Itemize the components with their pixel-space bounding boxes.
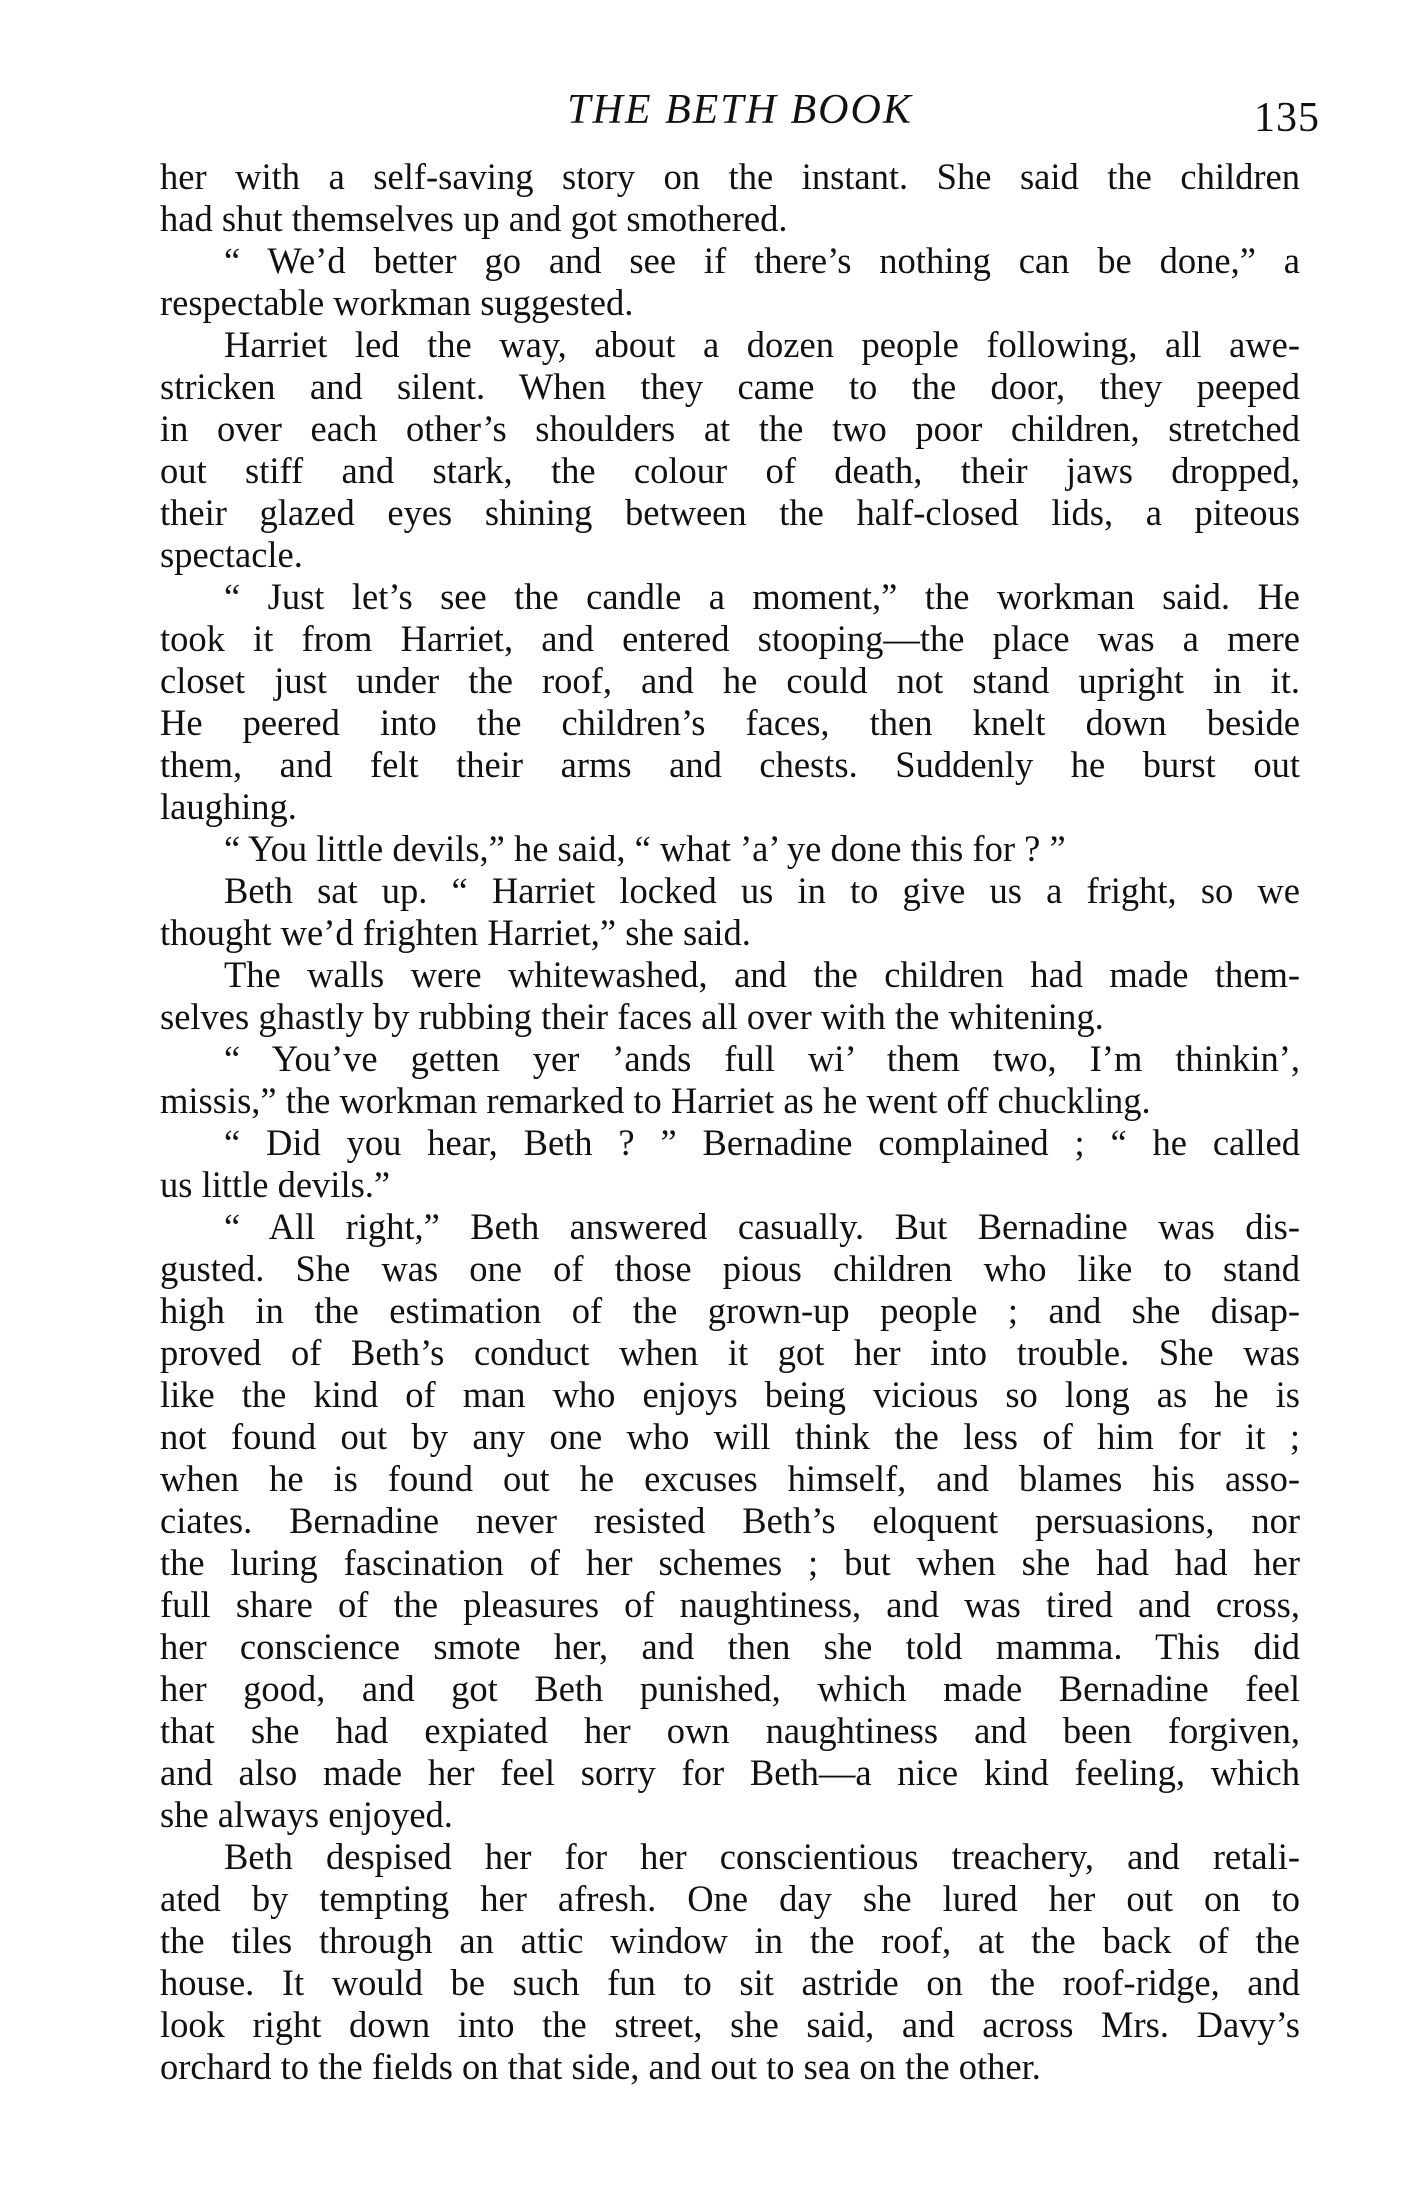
text-line: had shut themselves up and got smothered. [160,198,788,239]
text-line: spectacle. [160,534,303,575]
text-line: orchard to the fields on that side, and out to sea on the other. [160,2046,1041,2087]
text-line: them, and felt their arms and chests. Suddenly he burst out [160,744,1300,785]
text-line: their glazed eyes shining between the half-closed lids, a piteous [160,492,1300,533]
text-line: proved of Beth’s conduct when it got her into trouble. She was [160,1332,1300,1373]
text-line: high in the estimation of the grown-up people ; and she disap- [160,1290,1300,1331]
text-line: He peered into the children’s faces, then knelt down beside [160,702,1300,743]
text-line: ated by tempting her afresh. One day she lured her out on to [160,1878,1300,1919]
text-line: out stiff and stark, the colour of death, their jaws dropped, [160,450,1300,491]
text-line: selves ghastly by rubbing their faces all over with the whitening. [160,996,1104,1037]
text-line: closet just under the roof, and he could not stand upright in it. [160,660,1300,701]
text-line: and also made her feel sorry for Beth—a nice kind feeling, which [160,1752,1300,1793]
text-line: when he is found out he excuses himself, and blames his asso- [160,1458,1300,1499]
text-line: like the kind of man who enjoys being vicious so long as he is [160,1374,1300,1415]
text-line: “ All right,” Beth answered casually. But Bernadine was dis- [224,1206,1300,1247]
text-line: she always enjoyed. [160,1794,453,1835]
text-line: “ You little devils,” he said, “ what ’a’ ye done this for ? ” [224,828,1066,869]
text-line: the luring fascination of her schemes ; but when she had had her [160,1542,1300,1583]
text-line: that she had expiated her own naughtiness and been forgiven, [160,1710,1300,1751]
text-line: Beth despised her for her conscientious treachery, and retali- [224,1836,1300,1877]
text-line: Harriet led the way, about a dozen people following, all awe- [224,324,1300,365]
text-line: thought we’d frighten Harriet,” she said. [160,912,751,953]
text-line: her with a self-saving story on the instant. She said the children [160,156,1300,197]
page-number: 135 [1254,95,1320,141]
text-line: laughing. [160,786,297,827]
text-line: full share of the pleasures of naughtiness, and was tired and cross, [160,1584,1300,1625]
text-line: gusted. She was one of those pious children who like to stand [160,1248,1300,1289]
text-line: her conscience smote her, and then she told mamma. This did [160,1626,1300,1667]
text-line: ciates. Bernadine never resisted Beth’s eloquent persuasions, nor [160,1500,1300,1541]
running-head [160,80,1320,140]
running-title: THE BETH BOOK [567,87,913,133]
text-line: “ You’ve getten yer ’ands full wi’ them two, I’m thinkin’, [224,1038,1300,1079]
text-line: “ Just let’s see the candle a moment,” the workman said. He [224,576,1300,617]
text-line: took it from Harriet, and entered stooping—the place was a mere [160,618,1300,659]
text-line: respectable workman suggested. [160,282,634,323]
text-line: house. It would be such fun to sit astride on the roof-ridge, and [160,1962,1300,2003]
body-text [160,156,1300,2088]
text-line: “ Did you hear, Beth ? ” Bernadine complained ; “ he called [224,1122,1300,1163]
text-line: The walls were whitewashed, and the children had made them- [224,954,1300,995]
text-line: stricken and silent. When they came to the door, they peeped [160,366,1300,407]
text-line: us little devils.” [160,1164,391,1205]
text-line: “ We’d better go and see if there’s nothing can be done,” a [224,240,1300,281]
text-line: look right down into the street, she said, and across Mrs. Davy’s [160,2004,1300,2045]
text-line: in over each other’s shoulders at the two poor children, stretched [160,408,1300,449]
text-line: Beth sat up. “ Harriet locked us in to give us a fright, so we [224,870,1300,911]
text-line: not found out by any one who will think the less of him for it ; [160,1416,1300,1457]
text-line: missis,” the workman remarked to Harriet as he went off chuckling. [160,1080,1151,1121]
text-line: the tiles through an attic window in the roof, at the back of the [160,1920,1300,1961]
text-line: her good, and got Beth punished, which made Bernadine feel [160,1668,1300,1709]
